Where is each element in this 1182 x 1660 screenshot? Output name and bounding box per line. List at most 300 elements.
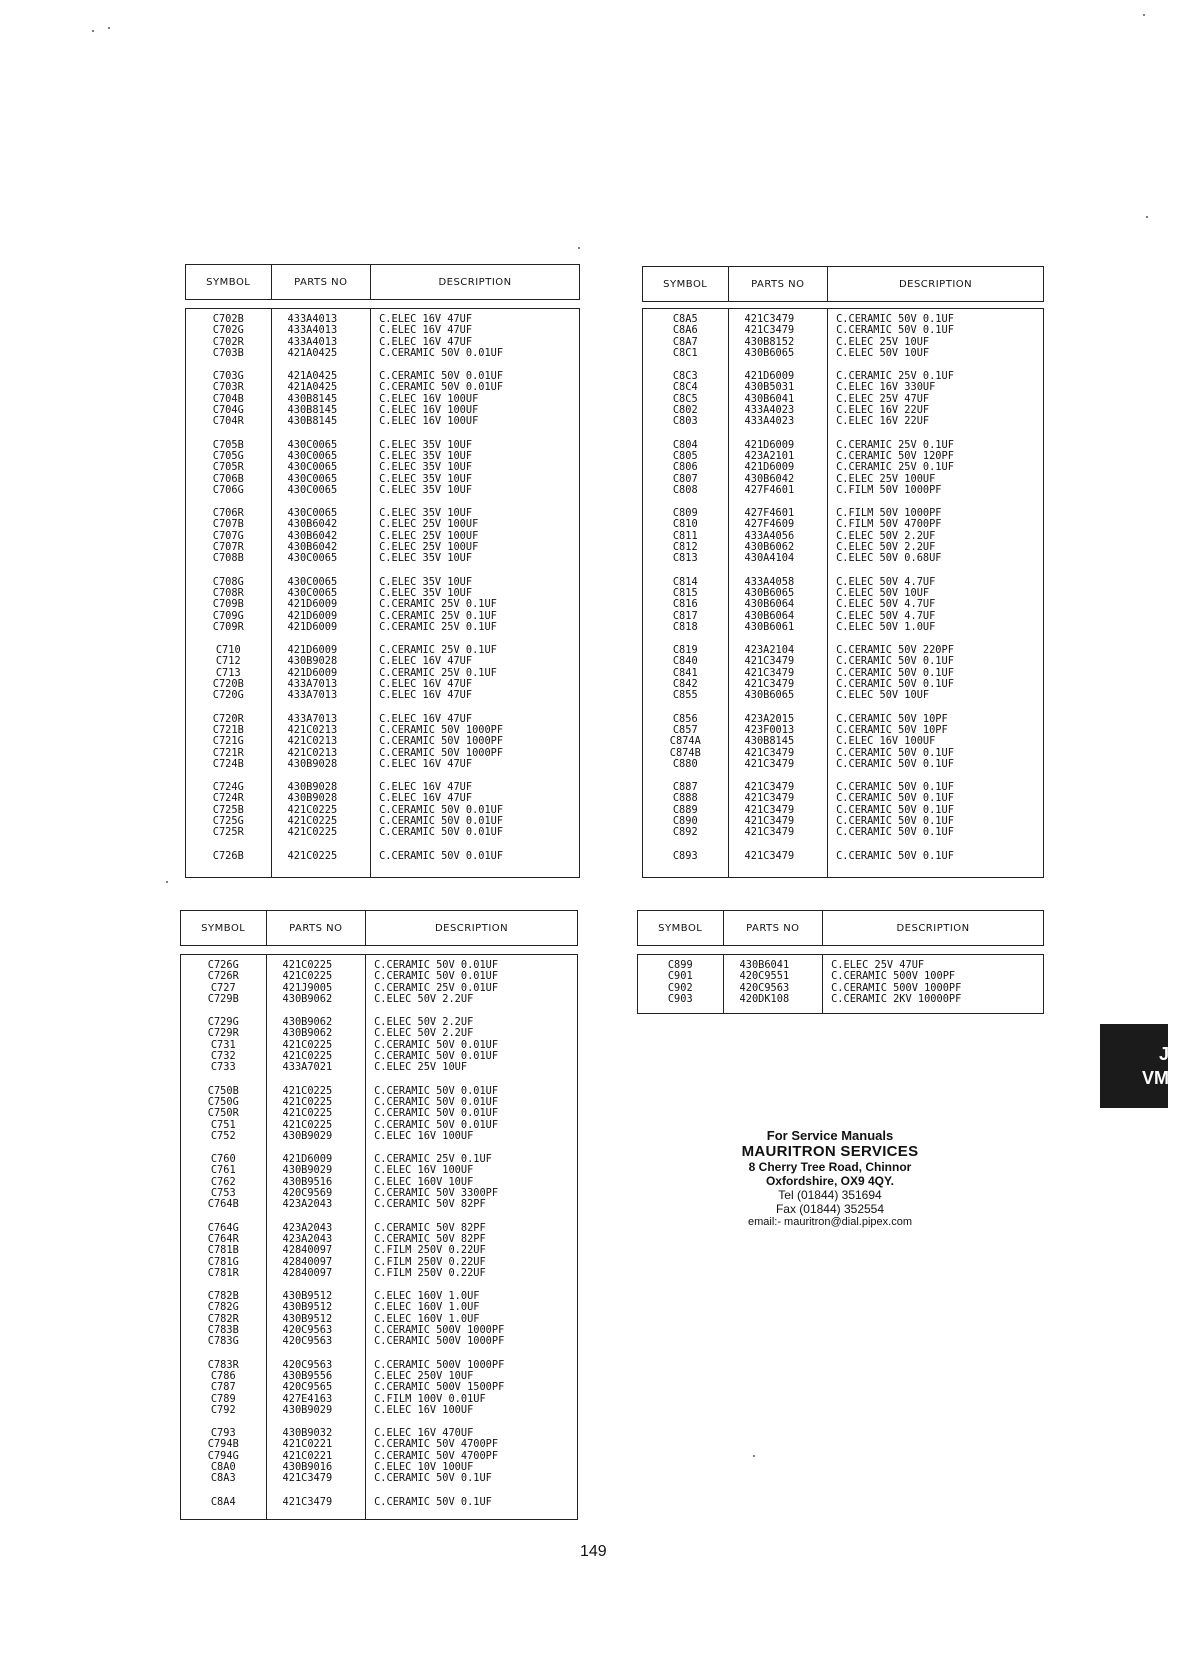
cell-symbol: C782B <box>207 1290 239 1303</box>
cell-description: C.CERAMIC 500V 100PF <box>831 970 956 983</box>
cell-symbol: C712 <box>215 655 241 668</box>
cell-parts-no: 421C0225 <box>287 803 338 816</box>
cell-symbol: C761 <box>210 1164 236 1177</box>
column-description <box>370 309 579 877</box>
cell-parts-no: 421D6009 <box>287 666 338 679</box>
row-group <box>181 1428 266 1484</box>
cell-description: C.ELEC 50V 2.2UF <box>374 1016 474 1029</box>
cell-symbol: C781G <box>207 1255 239 1268</box>
cell-symbol: C893 <box>672 849 698 862</box>
cell-symbol: C805 <box>672 449 698 462</box>
cell-description: C.CERAMIC 500V 1000PF <box>831 981 962 994</box>
cell-parts-no: 421C0225 <box>282 970 333 983</box>
cell-parts-no: 430B9028 <box>287 781 338 794</box>
cell-symbol: C783B <box>207 1324 239 1337</box>
row-group <box>283 1497 366 1508</box>
parts-table-4 <box>637 910 1044 1005</box>
row-group <box>379 851 579 862</box>
cell-parts-no: 430B5031 <box>744 381 795 394</box>
cell-description: C.ELEC 160V 1.0UF <box>374 1312 480 1325</box>
cell-description: C.CERAMIC 50V 0.01UF <box>374 1095 499 1108</box>
cell-description: C.CERAMIC 500V 1000PF <box>374 1358 505 1371</box>
cell-symbol: C729B <box>207 992 239 1005</box>
row-group <box>745 314 828 359</box>
cell-parts-no: 430B9029 <box>282 1164 333 1177</box>
cell-description: C.CERAMIC 50V 0.01UF <box>379 370 504 383</box>
cell-description: C.ELEC 35V 10UF <box>379 461 473 474</box>
cell-description: C.ELEC 50V 10UF <box>836 346 930 359</box>
cell-symbol: C702G <box>212 324 244 337</box>
cell-description: C.ELEC 35V 10UF <box>379 586 473 599</box>
cell-parts-no: 421C3479 <box>744 678 795 691</box>
row-group <box>181 1291 266 1347</box>
row-group <box>283 1086 366 1142</box>
cell-description: C.CERAMIC 50V 1000PF <box>379 735 504 748</box>
cell-symbol: C725B <box>212 803 244 816</box>
cell-parts-no: 421D6009 <box>287 644 338 657</box>
cell-description: C.ELEC 16V 47UF <box>379 324 473 337</box>
row-group <box>374 1086 577 1142</box>
footer-line-1: For Service Manuals <box>766 1128 894 1143</box>
header-parts-no: PARTS NO <box>728 267 828 301</box>
cell-parts-no: 421C0225 <box>287 849 338 862</box>
cell-parts-no: 433A4013 <box>287 313 338 325</box>
cell-symbol: C726G <box>207 959 239 971</box>
cell-symbol: C709R <box>212 620 244 633</box>
cell-symbol: C817 <box>672 609 698 622</box>
parts-table-2 <box>642 266 1044 862</box>
cell-description: C.ELEC 16V 47UF <box>379 792 473 805</box>
cell-parts-no: 421D6009 <box>287 609 338 622</box>
cell-description: C.CERAMIC 25V 0.1UF <box>836 461 954 474</box>
cell-symbol: C8C3 <box>672 370 698 383</box>
cell-description: C.FILM 250V 0.22UF <box>374 1266 486 1279</box>
cell-parts-no: 421A0425 <box>287 381 338 394</box>
cell-parts-no: 421D6009 <box>744 461 795 474</box>
cell-symbol: C707G <box>212 529 244 542</box>
header-description: DESCRIPTION <box>365 911 577 945</box>
table-header <box>637 910 1044 946</box>
cell-description: C.CERAMIC 50V 0.1UF <box>836 746 954 759</box>
cell-parts-no: 421C3479 <box>744 814 795 827</box>
cell-symbol: C8A3 <box>210 1472 236 1485</box>
cell-parts-no: 421C0225 <box>282 1095 333 1108</box>
cell-description: C.CERAMIC 25V 0.1UF <box>379 598 497 611</box>
row-group <box>745 371 828 427</box>
cell-description: C.ELEC 50V 2.2UF <box>374 992 474 1005</box>
cell-symbol: C781B <box>207 1244 239 1257</box>
cell-description: C.ELEC 50V 1.0UF <box>836 620 936 633</box>
cell-description: C.ELEC 160V 1.0UF <box>374 1290 480 1303</box>
cell-symbol: C707R <box>212 541 244 554</box>
cell-symbol: C750R <box>207 1107 239 1120</box>
row-group <box>836 782 1043 838</box>
row-group <box>379 577 579 633</box>
side-tab-line-2: VMR <box>1142 1068 1182 1088</box>
row-group <box>745 851 828 862</box>
cell-symbol: C753 <box>210 1187 236 1200</box>
cell-symbol: C764R <box>207 1232 239 1245</box>
cell-symbol: C720G <box>212 689 244 702</box>
row-group <box>288 577 371 633</box>
cell-symbol: C856 <box>672 712 698 725</box>
row-group <box>181 960 266 1005</box>
row-group <box>283 1291 366 1347</box>
cell-symbol: C874B <box>669 746 701 759</box>
scan-speck <box>753 1455 755 1457</box>
cell-parts-no: 421J9005 <box>282 981 333 994</box>
cell-description: C.ELEC 50V 2.2UF <box>836 541 936 554</box>
cell-symbol: C812 <box>672 541 698 554</box>
cell-symbol: C890 <box>672 814 698 827</box>
row-group <box>745 440 828 496</box>
cell-symbol: C793 <box>210 1427 236 1440</box>
cell-parts-no: 423A2043 <box>282 1198 333 1211</box>
cell-parts-no: 430C0065 <box>287 461 338 474</box>
cell-symbol: C782G <box>207 1301 239 1314</box>
cell-parts-no: 421C0225 <box>282 1118 333 1131</box>
footer-company: MAURITRON SERVICES <box>741 1143 919 1160</box>
cell-description: C.CERAMIC 2KV 10000PF <box>831 992 962 1005</box>
row-group <box>181 1017 266 1073</box>
cell-symbol: C725R <box>212 826 244 839</box>
cell-description: C.CERAMIC 50V 0.01UF <box>379 849 504 862</box>
cell-parts-no: 430B8145 <box>287 392 338 405</box>
cell-symbol: C706R <box>212 507 244 520</box>
cell-parts-no: 420C9563 <box>282 1335 333 1348</box>
row-group <box>181 1086 266 1142</box>
scan-speck <box>578 247 580 249</box>
cell-symbol: C887 <box>672 781 698 794</box>
cell-description: C.ELEC 16V 47UF <box>379 313 473 325</box>
cell-description: C.ELEC 25V 10UF <box>374 1061 468 1074</box>
row-group <box>379 508 579 564</box>
cell-parts-no: 421C0225 <box>282 1038 333 1051</box>
cell-parts-no: 420C9563 <box>282 1358 333 1371</box>
cell-parts-no: 420C9563 <box>739 981 790 994</box>
cell-symbol: C725G <box>212 814 244 827</box>
cell-description: C.ELEC 16V 100UF <box>379 404 479 417</box>
row-group <box>379 314 579 359</box>
cell-description: C.ELEC 50V 0.68UF <box>836 552 942 565</box>
cell-symbol: C842 <box>672 678 698 691</box>
row-group <box>288 851 371 862</box>
cell-symbol: C709G <box>212 609 244 622</box>
cell-symbol: C704G <box>212 404 244 417</box>
column-parts-no <box>728 309 828 877</box>
cell-description: C.ELEC 50V 4.7UF <box>836 598 936 611</box>
cell-description: C.CERAMIC 50V 0.1UF <box>374 1495 492 1508</box>
cell-symbol: C794B <box>207 1438 239 1451</box>
cell-parts-no: 421C0225 <box>282 1107 333 1120</box>
cell-parts-no: 433A4058 <box>744 575 795 588</box>
cell-symbol: C721B <box>212 723 244 736</box>
cell-description: C.ELEC 50V 10UF <box>836 689 930 702</box>
cell-description: C.FILM 100V 0.01UF <box>374 1392 486 1405</box>
cell-parts-no: 42840097 <box>282 1266 333 1279</box>
cell-symbol: C706B <box>212 472 244 485</box>
cell-description: C.CERAMIC 50V 0.1UF <box>836 655 954 668</box>
cell-symbol: C8A6 <box>672 324 698 337</box>
cell-symbol: C731 <box>210 1038 236 1051</box>
cell-symbol: C750B <box>207 1084 239 1097</box>
cell-description: C.CERAMIC 50V 0.1UF <box>836 826 954 839</box>
cell-parts-no: 430B9512 <box>282 1290 333 1303</box>
cell-symbol: C892 <box>672 826 698 839</box>
cell-description: C.ELEC 25V 100UF <box>379 529 479 542</box>
row-group <box>288 371 371 427</box>
scan-speck <box>108 27 110 29</box>
cell-symbol: C704R <box>212 415 244 428</box>
cell-description: C.ELEC 35V 10UF <box>379 575 473 588</box>
cell-description: C.CERAMIC 50V 0.01UF <box>374 959 499 971</box>
cell-symbol: C792 <box>210 1403 236 1416</box>
cell-parts-no: 433A4013 <box>287 324 338 337</box>
cell-symbol: C804 <box>672 438 698 451</box>
cell-parts-no: 421C0221 <box>282 1449 333 1462</box>
cell-symbol: C809 <box>672 507 698 520</box>
cell-parts-no: 420C9565 <box>282 1381 333 1394</box>
cell-parts-no: 430C0065 <box>287 507 338 520</box>
row-group <box>643 782 728 838</box>
cell-symbol: C802 <box>672 404 698 417</box>
row-group <box>379 440 579 496</box>
cell-description: C.CERAMIC 50V 0.1UF <box>374 1472 492 1485</box>
cell-symbol: C803 <box>672 415 698 428</box>
cell-symbol: C706G <box>212 483 244 496</box>
cell-parts-no: 430B6061 <box>744 620 795 633</box>
cell-description: C.CERAMIC 50V 0.01UF <box>374 1084 499 1097</box>
column-parts-no <box>723 955 823 1013</box>
cell-description: C.ELEC 25V 100UF <box>836 472 936 485</box>
row-group <box>186 440 271 496</box>
row-group <box>643 714 728 770</box>
cell-description: C.CERAMIC 25V 0.1UF <box>374 1153 492 1166</box>
cell-parts-no: 430B9062 <box>282 1027 333 1040</box>
cell-description: C.ELEC 25V 100UF <box>379 518 479 531</box>
cell-description: C.CERAMIC 50V 4700PF <box>374 1449 499 1462</box>
cell-symbol: C702B <box>212 313 244 325</box>
cell-description: C.ELEC 25V 100UF <box>379 541 479 554</box>
column-symbol <box>186 309 271 877</box>
cell-symbol: C857 <box>672 723 698 736</box>
header-symbol: SYMBOL <box>658 922 703 934</box>
row-group <box>836 314 1043 359</box>
row-group <box>745 782 828 838</box>
cell-parts-no: 433A7021 <box>282 1061 333 1074</box>
column-symbol <box>181 955 266 1519</box>
cell-symbol: C724B <box>212 757 244 770</box>
cell-parts-no: 421C3479 <box>744 655 795 668</box>
cell-parts-no: 430B8145 <box>287 415 338 428</box>
row-group <box>181 1360 266 1416</box>
cell-symbol: C903 <box>667 992 693 1005</box>
cell-description: C.ELEC 16V 22UF <box>836 415 930 428</box>
row-group <box>288 782 371 838</box>
cell-parts-no: 421C3479 <box>282 1495 333 1508</box>
row-group <box>288 440 371 496</box>
cell-symbol: C8C1 <box>672 346 698 359</box>
row-group <box>374 1223 577 1279</box>
table-header <box>180 910 578 946</box>
cell-symbol: C8A4 <box>210 1495 236 1508</box>
cell-symbol: C708G <box>212 575 244 588</box>
row-group <box>374 1291 577 1347</box>
scan-speck <box>1143 14 1145 16</box>
cell-symbol: C880 <box>672 757 698 770</box>
header-parts-no: PARTS NO <box>723 911 823 945</box>
cell-symbol: C705G <box>212 449 244 462</box>
cell-description: C.CERAMIC 25V 0.1UF <box>379 644 497 657</box>
cell-symbol: C841 <box>672 666 698 679</box>
cell-parts-no: 430B9032 <box>282 1427 333 1440</box>
cell-symbol: C902 <box>667 981 693 994</box>
cell-description: C.CERAMIC 50V 0.1UF <box>836 313 954 325</box>
cell-description: C.ELEC 35V 10UF <box>379 483 473 496</box>
cell-description: C.CERAMIC 50V 0.1UF <box>836 666 954 679</box>
side-tab-line-1: JC <box>1158 1044 1182 1064</box>
row-group <box>186 714 271 770</box>
cell-parts-no: 430C0065 <box>287 552 338 565</box>
cell-parts-no: 430B9516 <box>282 1175 333 1188</box>
cell-description: C.CERAMIC 25V 0.1UF <box>836 370 954 383</box>
cell-parts-no: 420C9563 <box>282 1324 333 1337</box>
cell-parts-no: 430B9016 <box>282 1460 333 1473</box>
row-group <box>643 577 728 633</box>
cell-parts-no: 433A4023 <box>744 415 795 428</box>
header-symbol: SYMBOL <box>663 278 708 290</box>
cell-parts-no: 433A4056 <box>744 529 795 542</box>
cell-description: C.CERAMIC 50V 0.1UF <box>836 792 954 805</box>
cell-parts-no: 420C9569 <box>282 1187 333 1200</box>
cell-symbol: C789 <box>210 1392 236 1405</box>
cell-description: C.ELEC 25V 47UF <box>831 959 925 971</box>
row-group <box>638 960 723 1005</box>
cell-description: C.CERAMIC 50V 82PF <box>374 1198 486 1211</box>
cell-symbol: C815 <box>672 586 698 599</box>
row-group <box>643 851 728 862</box>
cell-description: C.CERAMIC 500V 1000PF <box>374 1335 505 1348</box>
cell-parts-no: 421C3479 <box>744 324 795 337</box>
cell-symbol: C794G <box>207 1449 239 1462</box>
cell-symbol: C813 <box>672 552 698 565</box>
column-description <box>365 955 577 1519</box>
cell-description: C.CERAMIC 50V 3300PF <box>374 1187 499 1200</box>
cell-parts-no: 430C0065 <box>287 575 338 588</box>
cell-parts-no: 430B9512 <box>282 1312 333 1325</box>
cell-description: C.ELEC 50V 4.7UF <box>836 609 936 622</box>
cell-description: C.CERAMIC 50V 0.01UF <box>379 381 504 394</box>
cell-parts-no: 421C3479 <box>744 666 795 679</box>
cell-symbol: C808 <box>672 483 698 496</box>
cell-symbol: C703B <box>212 346 244 359</box>
row-group <box>283 1154 366 1210</box>
cell-symbol: C782R <box>207 1312 239 1325</box>
cell-description: C.CERAMIC 50V 220PF <box>836 644 954 657</box>
row-group <box>283 1360 366 1416</box>
footer-address-2: Oxfordshire, OX9 4QY. <box>765 1174 895 1188</box>
cell-description: C.CERAMIC 25V 0.01UF <box>374 981 499 994</box>
cell-symbol: C724G <box>212 781 244 794</box>
cell-parts-no: 423A2015 <box>744 712 795 725</box>
cell-description: C.ELEC 16V 47UF <box>379 335 473 348</box>
header-parts-no: PARTS NO <box>271 265 371 299</box>
cell-parts-no: 421D6009 <box>744 370 795 383</box>
cell-parts-no: 421C3479 <box>744 313 795 325</box>
cell-symbol: C888 <box>672 792 698 805</box>
cell-parts-no: 430B6042 <box>287 518 338 531</box>
cell-symbol: C721R <box>212 746 244 759</box>
row-group <box>374 1497 577 1508</box>
cell-parts-no: 421A0425 <box>287 346 338 359</box>
row-group <box>831 960 1043 1005</box>
row-group <box>643 508 728 564</box>
row-group <box>283 960 366 1005</box>
row-group <box>379 782 579 838</box>
cell-parts-no: 421C0225 <box>287 814 338 827</box>
row-group <box>643 314 728 359</box>
side-section-tab <box>1100 1024 1182 1108</box>
cell-parts-no: 430B6042 <box>287 529 338 542</box>
row-group <box>836 371 1043 427</box>
cell-symbol: C703R <box>212 381 244 394</box>
row-group <box>836 508 1043 564</box>
cell-description: C.CERAMIC 50V 0.01UF <box>374 1050 499 1063</box>
scan-speck <box>166 881 168 883</box>
cell-description: C.CERAMIC 25V 0.1UF <box>379 609 497 622</box>
cell-description: C.ELEC 50V 4.7UF <box>836 575 936 588</box>
row-group <box>186 851 271 862</box>
footer-tel: Tel (01844) 351694 <box>778 1188 882 1202</box>
cell-symbol: C709B <box>212 598 244 611</box>
cell-symbol: C840 <box>672 655 698 668</box>
cell-parts-no: 430B6064 <box>744 598 795 611</box>
cell-description: C.CERAMIC 50V 0.01UF <box>379 803 504 816</box>
cell-description: C.CERAMIC 50V 4700PF <box>374 1438 499 1451</box>
cell-description: C.ELEC 10V 100UF <box>374 1460 474 1473</box>
cell-parts-no: 421C3479 <box>744 803 795 816</box>
footer-email: email:- mauritron@dial.pipex.com <box>747 1216 912 1228</box>
cell-symbol: C750G <box>207 1095 239 1108</box>
cell-parts-no: 421C0225 <box>282 959 333 971</box>
cell-parts-no: 430B6065 <box>744 689 795 702</box>
cell-parts-no: 423A2043 <box>282 1221 333 1234</box>
cell-description: C.CERAMIC 50V 0.1UF <box>836 814 954 827</box>
cell-parts-no: 430B6042 <box>744 472 795 485</box>
column-parts-no <box>271 309 371 877</box>
cell-description: C.ELEC 16V 47UF <box>379 781 473 794</box>
row-group <box>379 714 579 770</box>
footer-address-1: 8 Cherry Tree Road, Chinnor <box>748 1160 912 1174</box>
row-group <box>288 314 371 359</box>
column-description <box>827 309 1043 877</box>
cell-symbol: C732 <box>210 1050 236 1063</box>
table-body <box>180 954 578 1520</box>
cell-description: C.CERAMIC 50V 1000PF <box>379 746 504 759</box>
cell-parts-no: 433A7013 <box>287 689 338 702</box>
row-group <box>186 645 271 701</box>
cell-description: C.CERAMIC 50V 0.01UF <box>379 826 504 839</box>
cell-symbol: C707B <box>212 518 244 531</box>
cell-description: C.ELEC 25V 10UF <box>836 335 930 348</box>
cell-symbol: C807 <box>672 472 698 485</box>
cell-parts-no: 433A4013 <box>287 335 338 348</box>
cell-symbol: C855 <box>672 689 698 702</box>
row-group <box>181 1223 266 1279</box>
cell-parts-no: 430B9028 <box>287 757 338 770</box>
cell-symbol: C726R <box>207 970 239 983</box>
cell-parts-no: 421C3479 <box>282 1472 333 1485</box>
